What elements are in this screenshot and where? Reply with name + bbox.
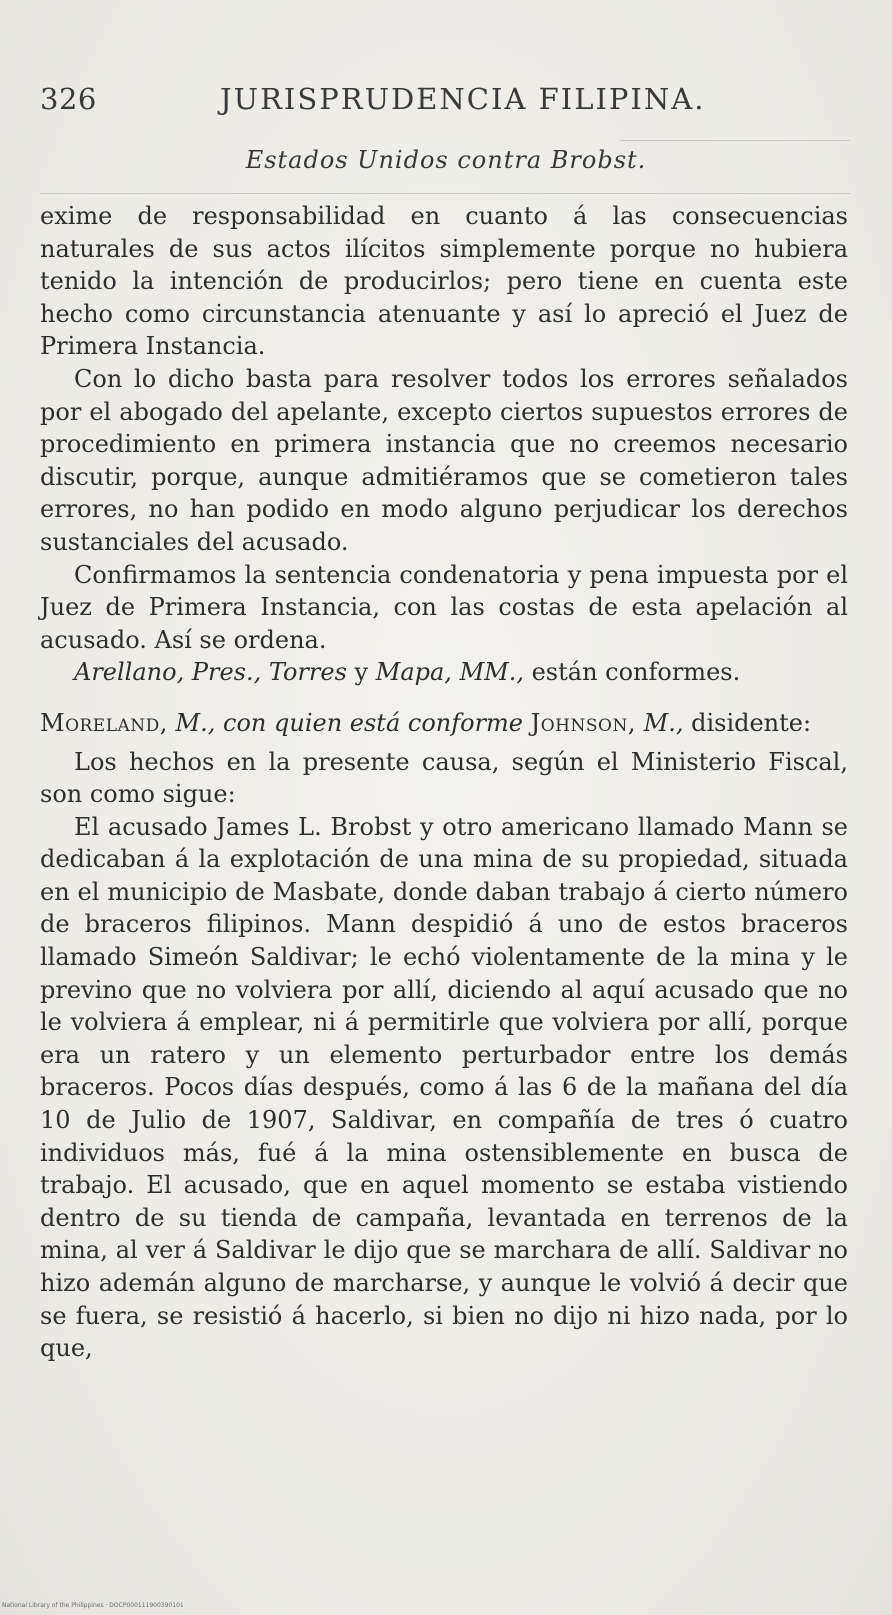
body-text [40,200,848,1365]
page-number: 326 [40,82,97,116]
dissenting-justice-1: Moreland, [40,708,168,737]
dissenting-justice-2: Johnson, [530,708,636,737]
header-rule [620,140,850,141]
dissent-label: disidente: [683,708,812,737]
paragraph-7: El acusado James L. Brobst y otro americano llamado Mann se dedicaban á la explotación de una mina de su propiedad, situada en el municipio de Masbate, donde daban trabajo á cierto número de braceros filipinos. Mann despidió á uno de estos braceros llamado Simeón Saldivar; le echó violentamente de la mina y le previno que no volviera por allí, diciendo al aquí acusado que no le volviera á emplear, ni á permitirle que volviera por allí, porque era un ratero y un elemento perturbador entre los demás braceros. Pocos días después, como á las 6 de la mañana del día 10 de Julio de 1907, Saldivar, en compañía de tres ó cuatro individuos más, fué á la mina ostensiblemente en busca de trabajo. El acusado, que en aquel momento se estaba vistiendo dentro de su tienda de campaña, levantada en terrenos de la mina, al ver á Saldivar le dijo que se marchara de allí. Saldivar no hizo ademán alguno de marcharse, y aunque le volvió á decir que se fuera, se resistió á hacerlo, si bien no dijo ni hizo nada, por lo que, [40,812,848,1363]
dissent-connector: con quien está conforme [215,708,531,737]
running-title: JURISPRUDENCIA FILIPINA. [220,82,706,116]
dissenting-title-1: M., [167,708,216,737]
concurrence-line [40,656,848,689]
paragraph-1: exime de responsabilidad en cuanto á las consecuencias naturales de sus actos ilícitos simplemente porque no hubiera tenido la intención de producirlos; pero tiene en cuenta este hecho como circunstancia atenuante y así lo apreció el Juez de Primera Instancia. [40,202,848,361]
concurrence-text: están conformes. [523,658,741,687]
concurrence-conjunction: y [346,658,376,687]
case-title: Estados Unidos contra Brobst. [245,146,647,174]
paragraph-6: Los hechos en la presente causa, según el Ministerio Fiscal, son como sigue: [40,747,848,809]
paragraph-2: Con lo dicho basta para resolver todos los errores señalados por el abogado del apelante, excepto ciertos supuestos errores de procedimiento en primera instancia que no creemos necesario discutir, porque, aunque admitiéramos que se cometieron tales errores, no han podido en modo alguno perjudicar los derechos sustanciales del acusado. [40,364,848,556]
concurring-justices: Arellano, Pres., Torres [74,658,347,687]
scan-credit: National Library of the Philippines · DOCP000111900390101 [2,1602,184,1609]
paragraph-3: Confirmamos la sentencia condenatoria y pena impuesta por el Juez de Primera Instancia, con las costas de esta apelación al acusado. Así se ordena. [40,560,848,654]
concurring-justices-2: Mapa, MM., [375,658,524,687]
page-header [40,82,850,122]
dissent-heading [40,707,848,740]
dissenting-title-2: M., [635,708,684,737]
case-title-rule [40,193,850,194]
